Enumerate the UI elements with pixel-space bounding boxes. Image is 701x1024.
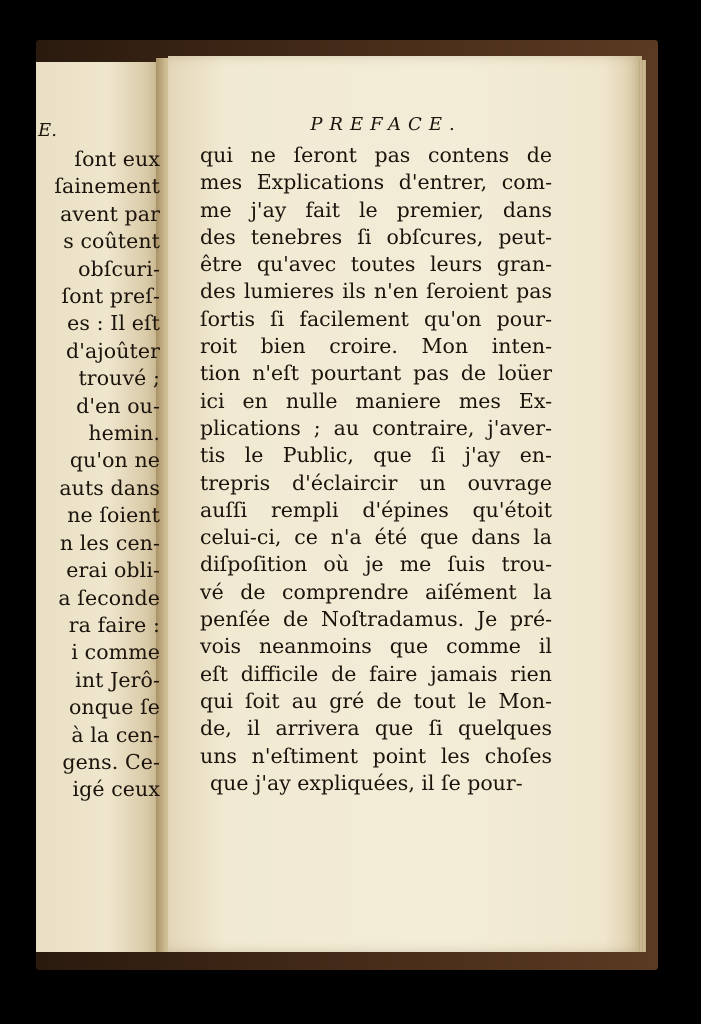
text-line: qui ne ſeront pas contens de: [200, 143, 552, 167]
text-line: être qu'avec toutes leurs gran-: [200, 252, 552, 277]
text-line: celui-ci, ce n'a été que dans la: [200, 525, 552, 550]
text-line: des tenebres ſi obſcures, peut-: [200, 224, 552, 249]
text-line: que j'ay expliquées, il ſe pour-: [210, 770, 523, 795]
left-line: int Jerô-: [75, 667, 160, 692]
text-line: qui ſoit au gré de tout le Mon-: [200, 688, 552, 713]
text-line: vé de comprendre aiſément la: [200, 579, 552, 604]
left-line: i comme: [71, 640, 160, 665]
text-line: penſée de Noſtradamus. Je pré-: [200, 607, 552, 632]
text-line: auſſi rempli d'épines qu'étoit: [200, 497, 552, 522]
left-line: trouvé ;: [78, 366, 160, 391]
text-line: ſortis ſi facilement qu'on pour-: [200, 306, 552, 331]
left-line: d'ajoûter: [66, 338, 160, 363]
left-line: qu'on ne: [69, 448, 160, 473]
left-line: avent par: [60, 201, 160, 226]
text-line: plications ; au contraire, j'aver-: [200, 415, 552, 440]
text-line: de, il arrivera que ſi quelques: [200, 716, 552, 741]
text-line: mes Explications d'entrer, com-: [200, 170, 552, 195]
left-line: ſont preſ-: [61, 284, 160, 309]
left-line: obſcuri-: [78, 256, 160, 281]
left-line: ra faire :: [68, 612, 160, 637]
text-line: tion n'eſt pourtant pas de loüer: [200, 361, 552, 386]
left-line: es : Il eſt: [67, 311, 160, 336]
running-head: PREFACE.: [310, 114, 462, 135]
left-line: n les cen-: [59, 530, 160, 555]
left-page-text: [36, 116, 160, 804]
left-line: onque ſe: [68, 695, 160, 720]
left-line: d'en ou-: [76, 393, 160, 418]
left-line: gens. Ce-: [62, 749, 160, 774]
text-line: vois neanmoins que comme il: [200, 634, 552, 659]
text-line: trepris d'éclaircir un ouvrage: [200, 470, 552, 495]
text-line: uns n'eſtiment point les choſes: [200, 743, 552, 768]
page-edges: [638, 60, 646, 952]
text-line: me j'ay fait le premier, dans: [200, 197, 552, 222]
left-running-head: E.: [38, 120, 58, 141]
text-line: diſpoſition où je me ſuis trou-: [200, 552, 552, 577]
text-line: roit bien croire. Mon inten-: [200, 334, 552, 359]
left-line: igé ceux: [72, 777, 160, 802]
left-line: ſainement: [54, 174, 160, 199]
left-line: ne ſoient: [67, 503, 160, 528]
text-line: tis le Public, que ſi j'ay en-: [200, 443, 552, 468]
left-line: auts dans: [59, 475, 160, 500]
text-line: ici en nulle maniere mes Ex-: [200, 388, 552, 413]
text-line: eſt difficile de faire jamais rien: [200, 661, 552, 686]
left-line: ſont eux: [74, 147, 160, 171]
text-line: des lumieres ils n'en ſeroient pas: [200, 279, 552, 304]
left-line: à la cen-: [71, 722, 160, 747]
left-line: s coûtent: [63, 229, 160, 254]
right-page-text: [200, 108, 552, 797]
left-line: erai obli-: [66, 558, 160, 583]
left-line: hemin.: [88, 421, 160, 446]
left-line: a ſeconde: [58, 585, 160, 610]
